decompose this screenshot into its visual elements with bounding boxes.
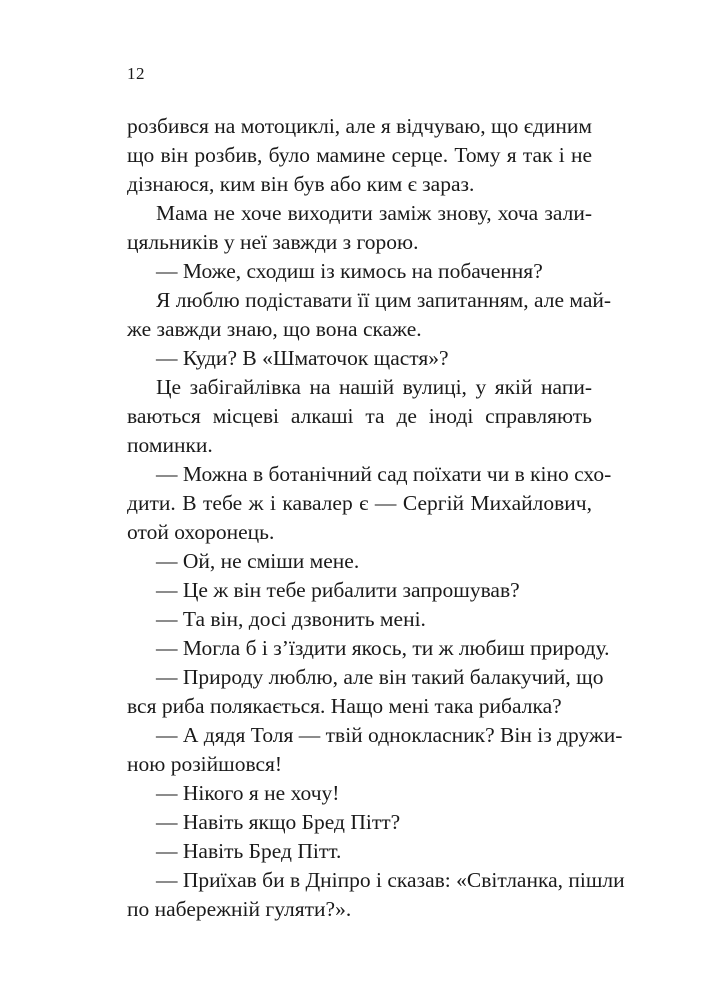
body-text <box>127 112 625 924</box>
text-line: — Ой, не сміши мене. <box>156 549 360 573</box>
text-line: — Куди? В «Шматочок щастя»? <box>156 346 449 370</box>
text-line: що він розбив, було мамине серце. Тому я так і не <box>127 143 592 167</box>
text-line: вся риба полякається. Нащо мені така рибалка? <box>127 694 562 718</box>
page-number: 12 <box>127 64 145 83</box>
text-line: же завжди знаю, що вона скаже. <box>127 317 422 341</box>
text-line: — Може, сходиш із кимось на побачення? <box>156 259 543 283</box>
text-line: дізнаюся, ким він був або ким є зараз. <box>127 172 475 196</box>
text-line: отой охоронець. <box>127 520 275 544</box>
text-line: — Природу люблю, але він такий балакучий, що <box>156 665 604 689</box>
text-line: ваються місцеві алкаші та де іноді справляють <box>127 404 592 428</box>
text-line: розбився на мотоциклі, але я відчуваю, що єдиним <box>127 114 593 138</box>
text-line: Мама не хоче виходити заміж знову, хоча зали- <box>156 201 592 225</box>
text-line: ною розійшовся! <box>127 752 283 776</box>
text-line: — А дядя Толя — твій однокласник? Він із дружи- <box>156 723 623 747</box>
text-line: цяльників у неї завжди з горою. <box>127 230 419 254</box>
text-line: Я люблю подіставати її цим запитанням, але май- <box>156 288 612 312</box>
text-line: поминки. <box>127 433 213 457</box>
text-line: — Нікого я не хочу! <box>156 781 340 805</box>
text-line: — Навіть якщо Бред Пітт? <box>156 810 401 834</box>
text-line: — Навіть Бред Пітт. <box>156 839 342 863</box>
text-line: — Можна в ботанічний сад поїхати чи в кіно схо- <box>156 462 612 486</box>
text-line: — Приїхав би в Дніпро і сказав: «Світланка, пішли <box>156 868 625 892</box>
text-line: — Це ж він тебе рибалити запрошував? <box>156 578 520 602</box>
text-line: — Могла б і з’їздити якось, ти ж любиш природу. <box>156 636 610 660</box>
text-line: Це забігайлівка на нашій вулиці, у якій напи- <box>156 375 592 399</box>
text-line: по набережній гуляти?». <box>127 897 352 921</box>
text-line: — Та він, досі дзвонить мені. <box>156 607 426 631</box>
text-line: дити. В тебе ж і кавалер є — Сергій Михайлович, <box>127 491 592 515</box>
